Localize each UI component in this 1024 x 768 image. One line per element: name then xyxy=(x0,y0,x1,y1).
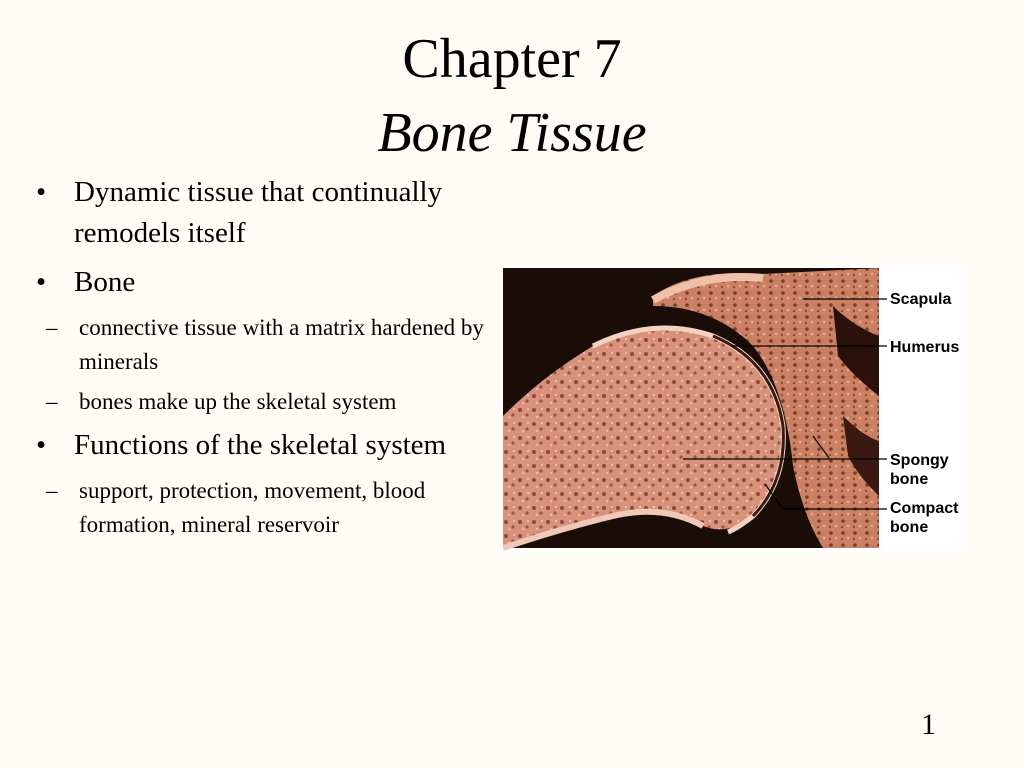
label-compact-line1: Compact xyxy=(890,500,959,517)
bullet-text: Dynamic tissue that continually remodels itself xyxy=(74,176,443,249)
bullet-item xyxy=(34,425,494,466)
label-humerus: Humerus xyxy=(890,339,960,356)
sub-bullet-text: support, protection, movement, blood formation, mineral reservoir xyxy=(79,478,426,537)
bullet-glyph: • xyxy=(36,266,47,298)
bullet-text: Functions of the skeletal system xyxy=(74,429,447,461)
bullet-text: Bone xyxy=(74,266,136,298)
chapter-title: Chapter 7 xyxy=(402,28,622,90)
chapter-subtitle: Bone Tissue xyxy=(377,102,647,164)
dash-glyph: – xyxy=(46,478,58,503)
bone-figure-svg xyxy=(503,266,965,552)
bullet-list xyxy=(34,172,494,548)
bullet-glyph: • xyxy=(36,429,47,461)
label-scapula: Scapula xyxy=(890,291,952,308)
dash-glyph: – xyxy=(46,315,58,340)
bullet-item xyxy=(34,172,494,254)
bone-illustration xyxy=(503,266,965,552)
dash-glyph: – xyxy=(46,389,58,414)
label-spongy-line1: Spongy xyxy=(890,452,949,469)
label-compact-line2: bone xyxy=(890,519,929,536)
bullet-glyph: • xyxy=(36,176,47,208)
sub-bullet-item xyxy=(0,474,494,542)
sub-bullet-text: connective tissue with a matrix hardened by minerals xyxy=(79,315,484,374)
label-spongy-line2: bone xyxy=(890,471,929,488)
sub-bullet-item xyxy=(0,385,494,419)
page-number: 1 xyxy=(921,708,936,741)
sub-bullet-item xyxy=(0,311,494,379)
sub-bullet-text: bones make up the skeletal system xyxy=(79,389,397,414)
slide-title xyxy=(0,22,1024,170)
bullet-item xyxy=(34,262,494,303)
